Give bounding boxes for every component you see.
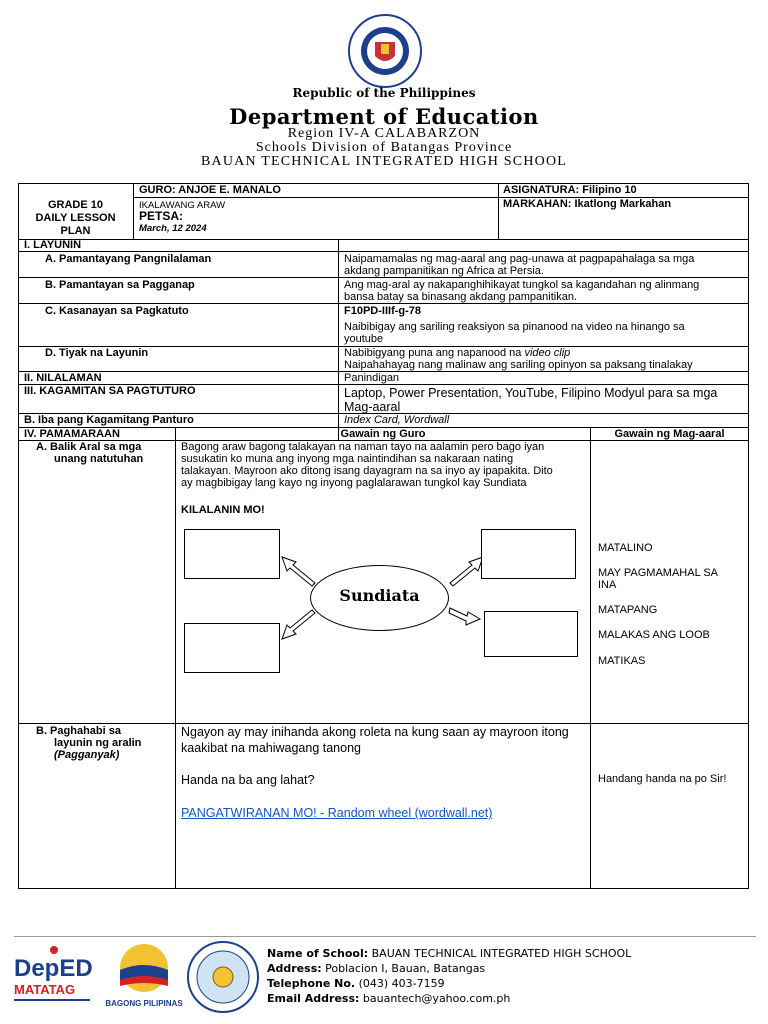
deped-seal-logo [348, 14, 422, 88]
grade-label: GRADE 10 [47, 199, 104, 211]
republic-line: Republic of the Philippines [292, 86, 476, 100]
objective-a-text-1: Naipamamalas ng mag-aaral ang pag-unawa at pagpapahalaga sa mga [344, 253, 695, 265]
objective-b-text-1: Ang mag-aral ay nakapanghihikayat tungkol sa kagandahan ng alinmang [344, 279, 700, 291]
video-clip-term: video clip [524, 347, 571, 359]
subject-label: ASIGNATURA: Filipino 10 [503, 184, 637, 196]
diagram-box-bottom-right [484, 611, 578, 657]
kagamitan-value-2: Mag-aaral [344, 400, 401, 414]
step-b-para-1: Ngayon ay may inihanda akong roleta na kung saan ay mayroon itong [181, 725, 569, 739]
quarter-label: MARKAHAN: Ikatlong Markahan [503, 198, 672, 210]
footer-email [267, 991, 510, 1006]
step-a-para-4: ay magbibigay lang kayo ng inyong paglalarawan tungkol kay Sundiata [181, 477, 527, 489]
competency-code: F10PD-IIIf-g-78 [344, 305, 422, 317]
objective-c-text-1: Naibibigay ang sariling reaksiyon sa pinanood na video na hinango sa [344, 321, 685, 333]
sundiata-label: Sundiata [339, 586, 420, 605]
nilalaman-heading: II. NILALAMAN [24, 372, 102, 384]
answer-5: MATIKAS [598, 655, 646, 667]
objective-d-text-1a: Nabibigyang puna ang napanood na [344, 347, 525, 359]
step-b-label-2: layunin ng aralin [54, 737, 142, 749]
answer-1: MATALINO [598, 542, 653, 554]
step-b-question: Handa na ba ang lahat? [181, 773, 315, 787]
answer-3: MATAPANG [598, 604, 658, 616]
kagamitan-value-1: Laptop, Power Presentation, YouTube, Filipino Modyul para sa mga [344, 386, 718, 400]
diagram-box-top-right [481, 529, 576, 579]
iba-value: Index Card, Wordwall [344, 414, 450, 426]
deped-logo-text: DepED [14, 955, 93, 982]
objective-a-label: A. Pamantayang Pangnilalaman [45, 253, 212, 265]
date-label: PETSA: [139, 209, 184, 223]
answer-4: MALAKAS ANG LOOB [598, 629, 710, 641]
step-a-para-2: susukatin ko muna ang inyong mga naintindihan sa nakaraan nating [181, 453, 514, 465]
bagong-pilipinas-logo [104, 940, 184, 1010]
magaaral-column-header: Gawain ng Mag-aaral [614, 428, 725, 440]
objective-d-text-1 [344, 347, 570, 360]
footer-email-label: Email Address: [267, 992, 360, 1005]
objective-d-label: D. Tiyak na Layunin [45, 347, 149, 359]
nilalaman-value: Panindigan [344, 372, 400, 384]
footer-divider [14, 936, 756, 937]
objective-b-text-2: bansa batay sa binasang akdang pampanitikan. [344, 291, 578, 303]
diagram-box-top-left [184, 529, 280, 579]
footer-name-label: Name of School: [267, 947, 369, 960]
step-a-para-1: Bagong araw bagong talakayan na naman tayo na aalamin pero bago iyan [181, 441, 545, 453]
objective-d-text-2: Naipahahayag nang malinaw ang sariling opinyon sa paksang tinalakay [344, 359, 693, 371]
day-label: IKALAWANG ARAW [139, 200, 226, 211]
kilalanin-heading: KILALANIN MO! [181, 504, 265, 516]
objective-b-label: B. Pamantayan sa Pagganap [45, 279, 195, 291]
step-b-para-2: kaakibat na mahiwagang tanong [181, 741, 361, 755]
layunin-heading: I. LAYUNIN [24, 239, 82, 251]
answer-2-cont: INA [598, 579, 617, 591]
dlp-label: DAILY LESSON [35, 212, 116, 224]
objective-c-label: C. Kasanayan sa Pagkatuto [45, 305, 189, 317]
pamamaraan-heading: IV. PAMAMARAAN [24, 428, 120, 440]
guro-column-header: Gawain ng Guro [340, 428, 426, 440]
step-a-para-3: talakayan. Mayroon ako ditong isang dayagram na sa inyo ay ipapakita. Dito [181, 465, 553, 477]
footer-school-name [267, 946, 631, 961]
bagong-pilipinas-text: BAGONG PILIPINAS [105, 999, 183, 1008]
kagamitan-heading: III. KAGAMITAN SA PAGTUTURO [24, 385, 196, 397]
footer-address-value: Poblacion I, Bauan, Batangas [325, 962, 486, 975]
wordwall-link[interactable]: PANGATWIRANAN MO! - Random wheel (wordwall.net) [181, 806, 493, 820]
footer-name-value: BAUAN TECHNICAL INTEGRATED HIGH SCHOOL [371, 947, 632, 960]
footer-email-value: bauantech@yahoo.com.ph [362, 992, 511, 1005]
date-value: March, 12 2024 [139, 223, 207, 234]
footer-telephone-label: Telephone No. [267, 977, 356, 990]
step-b-label-3: (Pagganyak) [54, 749, 120, 761]
matatag-logo-text: MATATAG [14, 982, 76, 997]
department-title: Department of Education [229, 104, 539, 129]
footer-address [267, 961, 485, 976]
step-a-label-1: A. Balik Aral sa mga [36, 441, 142, 453]
student-response: Handang handa na po Sir! [598, 773, 727, 785]
iba-heading: B. Iba pang Kagamitang Panturo [24, 414, 194, 426]
objective-a-text-2: akdang pampanitikan ng Africa at Persia. [344, 265, 544, 277]
objective-c-text-2: youtube [344, 333, 384, 345]
division-line: Schools Division of Batangas Province [255, 140, 513, 155]
lesson-plan-table [18, 183, 749, 888]
footer-telephone [267, 976, 445, 991]
step-a-label-2: unang natutuhan [54, 453, 144, 465]
footer-address-label: Address: [267, 962, 322, 975]
region-line: Region IV-A CALABARZON [287, 126, 481, 141]
answer-2: MAY PAGMAMAHAL SA [598, 567, 719, 579]
plan-label: PLAN [60, 225, 91, 237]
deped-matatag-logo [14, 942, 94, 1008]
school-seal-logo [186, 940, 260, 1014]
school-line: BAUAN TECHNICAL INTEGRATED HIGH SCHOOL [200, 154, 568, 169]
step-b-label-1: B. Paghahabi sa [36, 725, 121, 737]
teacher-name: GURO: ANJOE E. MANALO [139, 184, 281, 196]
diagram-box-bottom-left [184, 623, 280, 673]
footer-telephone-value: (043) 403-7159 [358, 977, 445, 990]
